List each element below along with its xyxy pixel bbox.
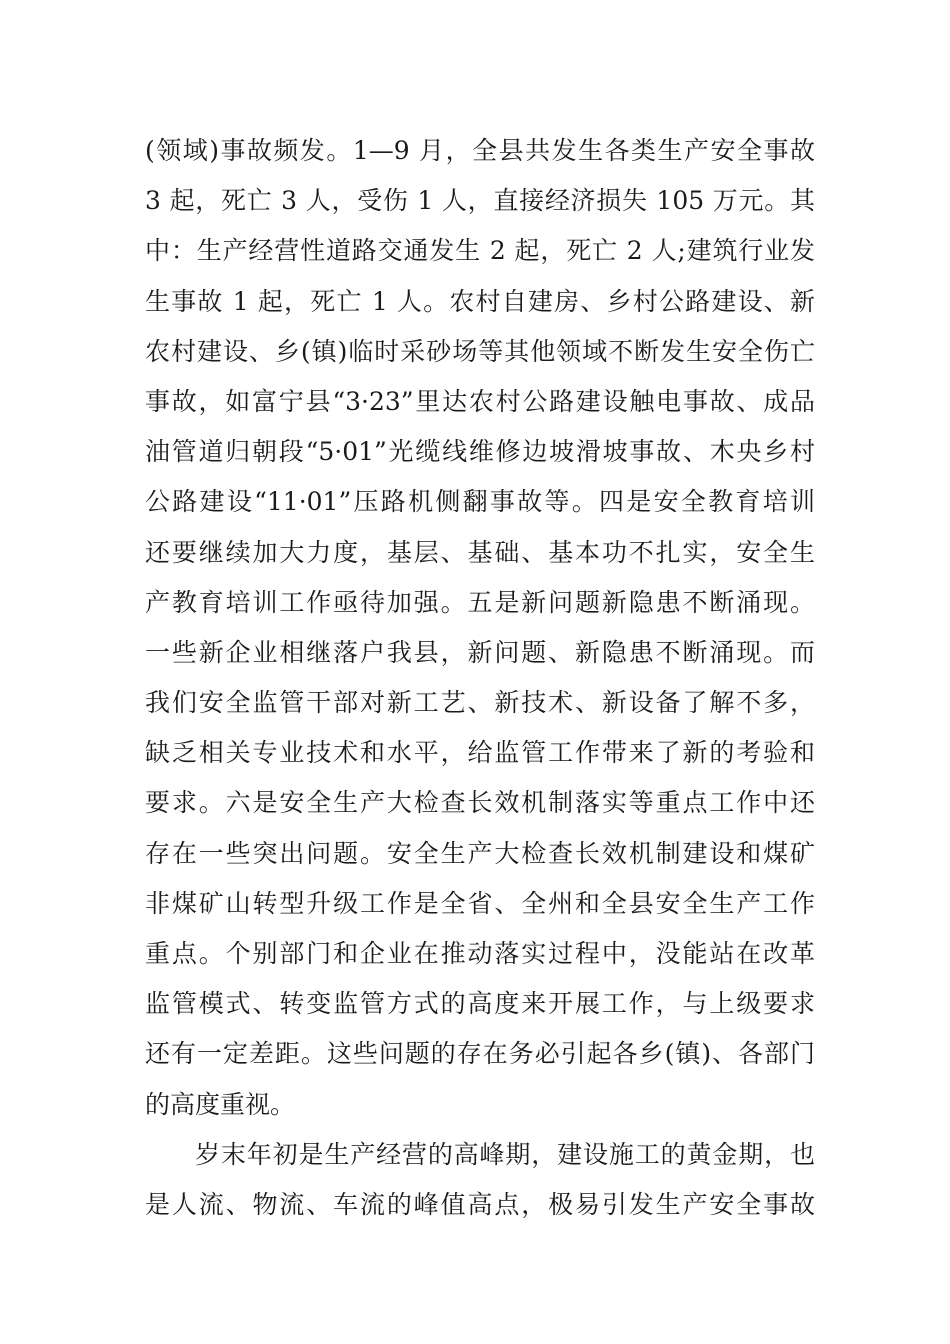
- text-line: 油管道归朝段“5·01”光缆线维修边坡滑坡事故、木央乡村: [145, 437, 815, 467]
- text-line: 生事故 1 起，死亡 1 人。农村自建房、乡村公路建设、新: [145, 286, 815, 316]
- text-line: 是人流、物流、车流的峰值高点，极易引发生产安全事故: [145, 1189, 815, 1219]
- text-line: 重点。个别部门和企业在推动落实过程中，没能站在改革: [145, 939, 815, 968]
- text-line: 产教育培训工作亟待加强。五是新问题新隐患不断涌现。: [145, 587, 815, 617]
- text-line: 还要继续加大力度，基层、基础、基本功不扎实，安全生: [145, 537, 815, 567]
- text-line: 一些新企业相继落户我县，新问题、新隐患不断涌现。而: [145, 637, 815, 667]
- text-line: 存在一些突出问题。安全生产大检查长效机制建设和煤矿: [145, 838, 815, 868]
- text-line: 公路建设“11·01”压路机侧翻事故等。四是安全教育培训: [145, 487, 815, 517]
- text-line: 非煤矿山转型升级工作是全省、全州和全县安全生产工作: [145, 888, 815, 918]
- text-line: 农村建设、乡(镇)临时采砂场等其他领域不断发生安全伤亡: [145, 336, 815, 366]
- text-line: 事故，如富宁县“3·23”里达农村公路建设触电事故、成品: [145, 386, 815, 416]
- text-line: 中：生产经营性道路交通发生 2 起，死亡 2 人;建筑行业发: [145, 236, 815, 266]
- body-text: [145, 126, 815, 1230]
- text-line: 我们安全监管干部对新工艺、新技术、新设备了解不多，: [145, 688, 815, 718]
- text-line: 的高度重视。: [145, 1089, 296, 1119]
- text-line: 要求。六是安全生产大检查长效机制落实等重点工作中还: [145, 788, 815, 818]
- text-line: 3 起，死亡 3 人，受伤 1 人，直接经济损失 105 万元。其: [145, 186, 815, 216]
- text-line: (领域)事故频发。1—9 月，全县共发生各类生产安全事故: [145, 136, 815, 165]
- text-line: 缺乏相关专业技术和水平，给监管工作带来了新的考验和: [145, 738, 815, 768]
- text-line: 监管模式、转变监管方式的高度来开展工作，与上级要求: [145, 989, 815, 1019]
- text-line: 岁末年初是生产经营的高峰期，建设施工的黄金期，也: [195, 1139, 815, 1169]
- text-line: 还有一定差距。这些问题的存在务必引起各乡(镇)、各部门: [145, 1039, 815, 1069]
